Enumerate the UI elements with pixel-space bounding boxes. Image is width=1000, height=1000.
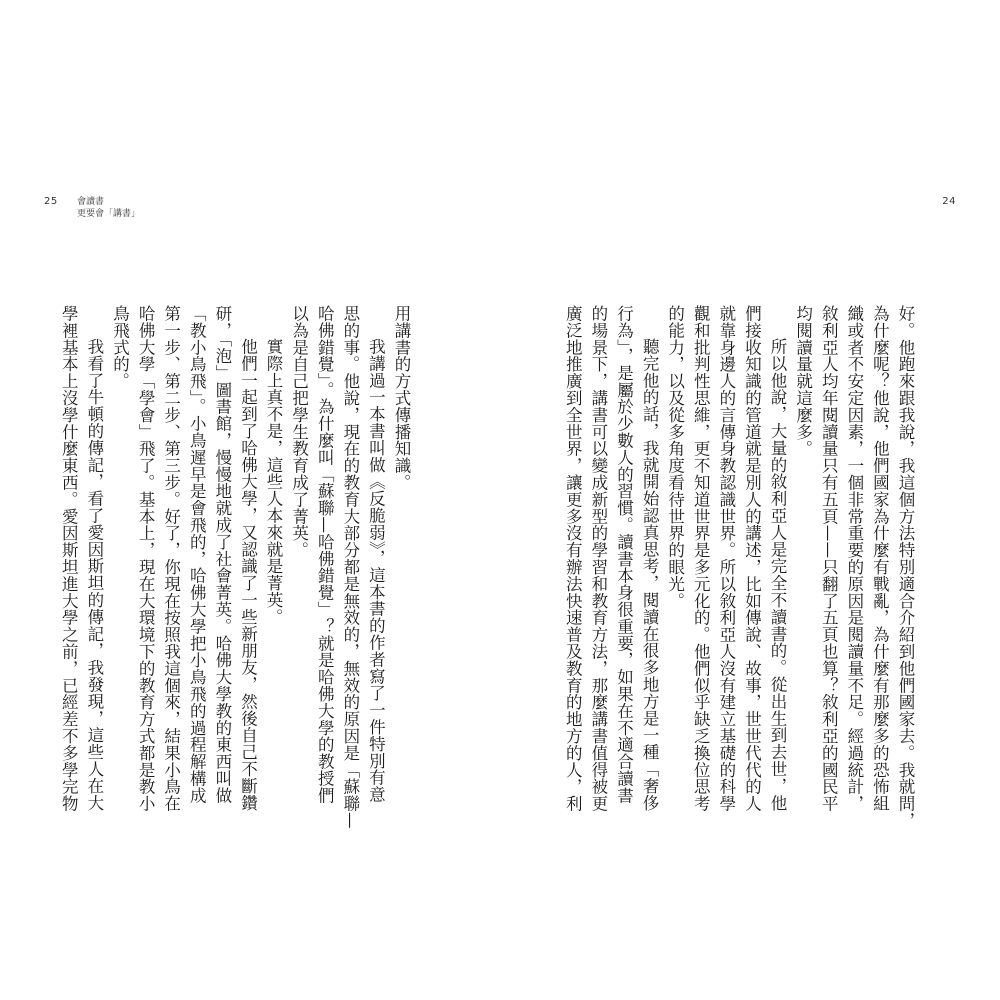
text-line: 好。他跑來跟我說，我這個方法特別適合介紹到他們國家去。我就問， [896,305,915,829]
text-line: 就靠身邊人的言傳身教認識世界。所以敘利亞人沒有建立基礎的科學 [716,305,736,812]
text-line: 研，「泡」圖書館，慢慢地就成了社會菁英。哈佛大學教的東西叫做 [212,305,232,804]
running-head-book-title: 會讀書 [77,197,105,207]
right-page [500,0,1000,1000]
text-line: 聽完他的話，我就開始認真思考，閱讀在很多地方是一種「奢侈 [640,338,660,812]
text-line: 哈佛大學「學會」飛了。基本上，現在大環境下的教育方式都是教小 [136,305,156,812]
text-line: 敘利亞人均年閱讀量只有五頁——只翻了五頁也算？敘利亞的國民平 [819,305,839,812]
text-line: 行為」，是屬於少數人的習慣。讀書本身很重要，如果在不適合讀書 [614,305,634,804]
text-line: 「教小鳥飛」。小鳥遲早是會飛的，哈佛大學把小鳥飛的過程解構成 [187,305,207,804]
text-line: 鳥飛式的。 [110,305,130,390]
running-head-chapter-title: 更要會「講書」 [77,209,141,219]
text-line: 織或者不安定因素，一個非常重要的原因是閱讀量不足。經過統計， [844,305,864,812]
text-line: 所以他說，大量的敘利亞人是完全不讀書的。從出生到去世，他 [768,338,788,812]
text-line: 學裡基本上沒學什麼東西。愛因斯坦進大學之前，已經差不多學完物 [59,305,79,812]
text-line: 以為是自己把學生教育成了菁英。 [289,305,309,559]
text-line: 實際上真不是，這些人本來就是菁英。 [264,338,284,626]
text-line: 們接收知識的管道就是別人的講述，比如傳說、故事，世世代代的人 [742,305,762,812]
text-line: 他們一起到了哈佛大學，又認識了一些新朋友，然後自己不斷鑽 [238,338,258,812]
text-line: 第一步、第二步、第三步。好了，你現在按照我這個來，結果小鳥在 [161,305,181,812]
page-number: 25 [44,196,58,207]
text-line: 均閱讀量就這麼多。 [793,305,813,458]
text-line: 的能力，以及從多角度看待世界的眼光。 [665,305,685,610]
running-head [77,196,140,220]
text-line: 為什麼呢？他說，他們國家為什麼有戰亂，為什麼有那麼多的恐怖組 [870,305,890,812]
page-number: 24 [942,196,956,207]
text-line: 用講書的方式傳播知識。 [392,305,411,491]
text-line: 觀和批判性思維，更不知道世界是多元化的。他們似乎缺乏換位思考 [691,305,711,812]
text-line: 思的事。他說，現在的教育大部分都是無效的，無效的原因是「蘇聯— [340,305,360,829]
body-text [59,305,414,829]
text-line: 廣泛地推廣到全世界，讓更多沒有辦法快速普及教育的地方的人，利 [563,305,583,812]
text-line: 我講過一本書叫做《反脆弱》，這本書的作者寫了一件特別有意 [366,338,386,803]
text-line: 哈佛錯覺」。為什麼叫「蘇聯—哈佛錯覺」？就是哈佛大學的教授們 [315,305,335,804]
text-line: 我看了牛頓的傳記，看了愛因斯坦的傳記，我發現，這些人在大 [84,338,104,812]
text-line: 的場景下，講書可以變成新型的學習和教育方法，那麼講書值得被更 [588,305,608,812]
body-text [563,305,918,829]
